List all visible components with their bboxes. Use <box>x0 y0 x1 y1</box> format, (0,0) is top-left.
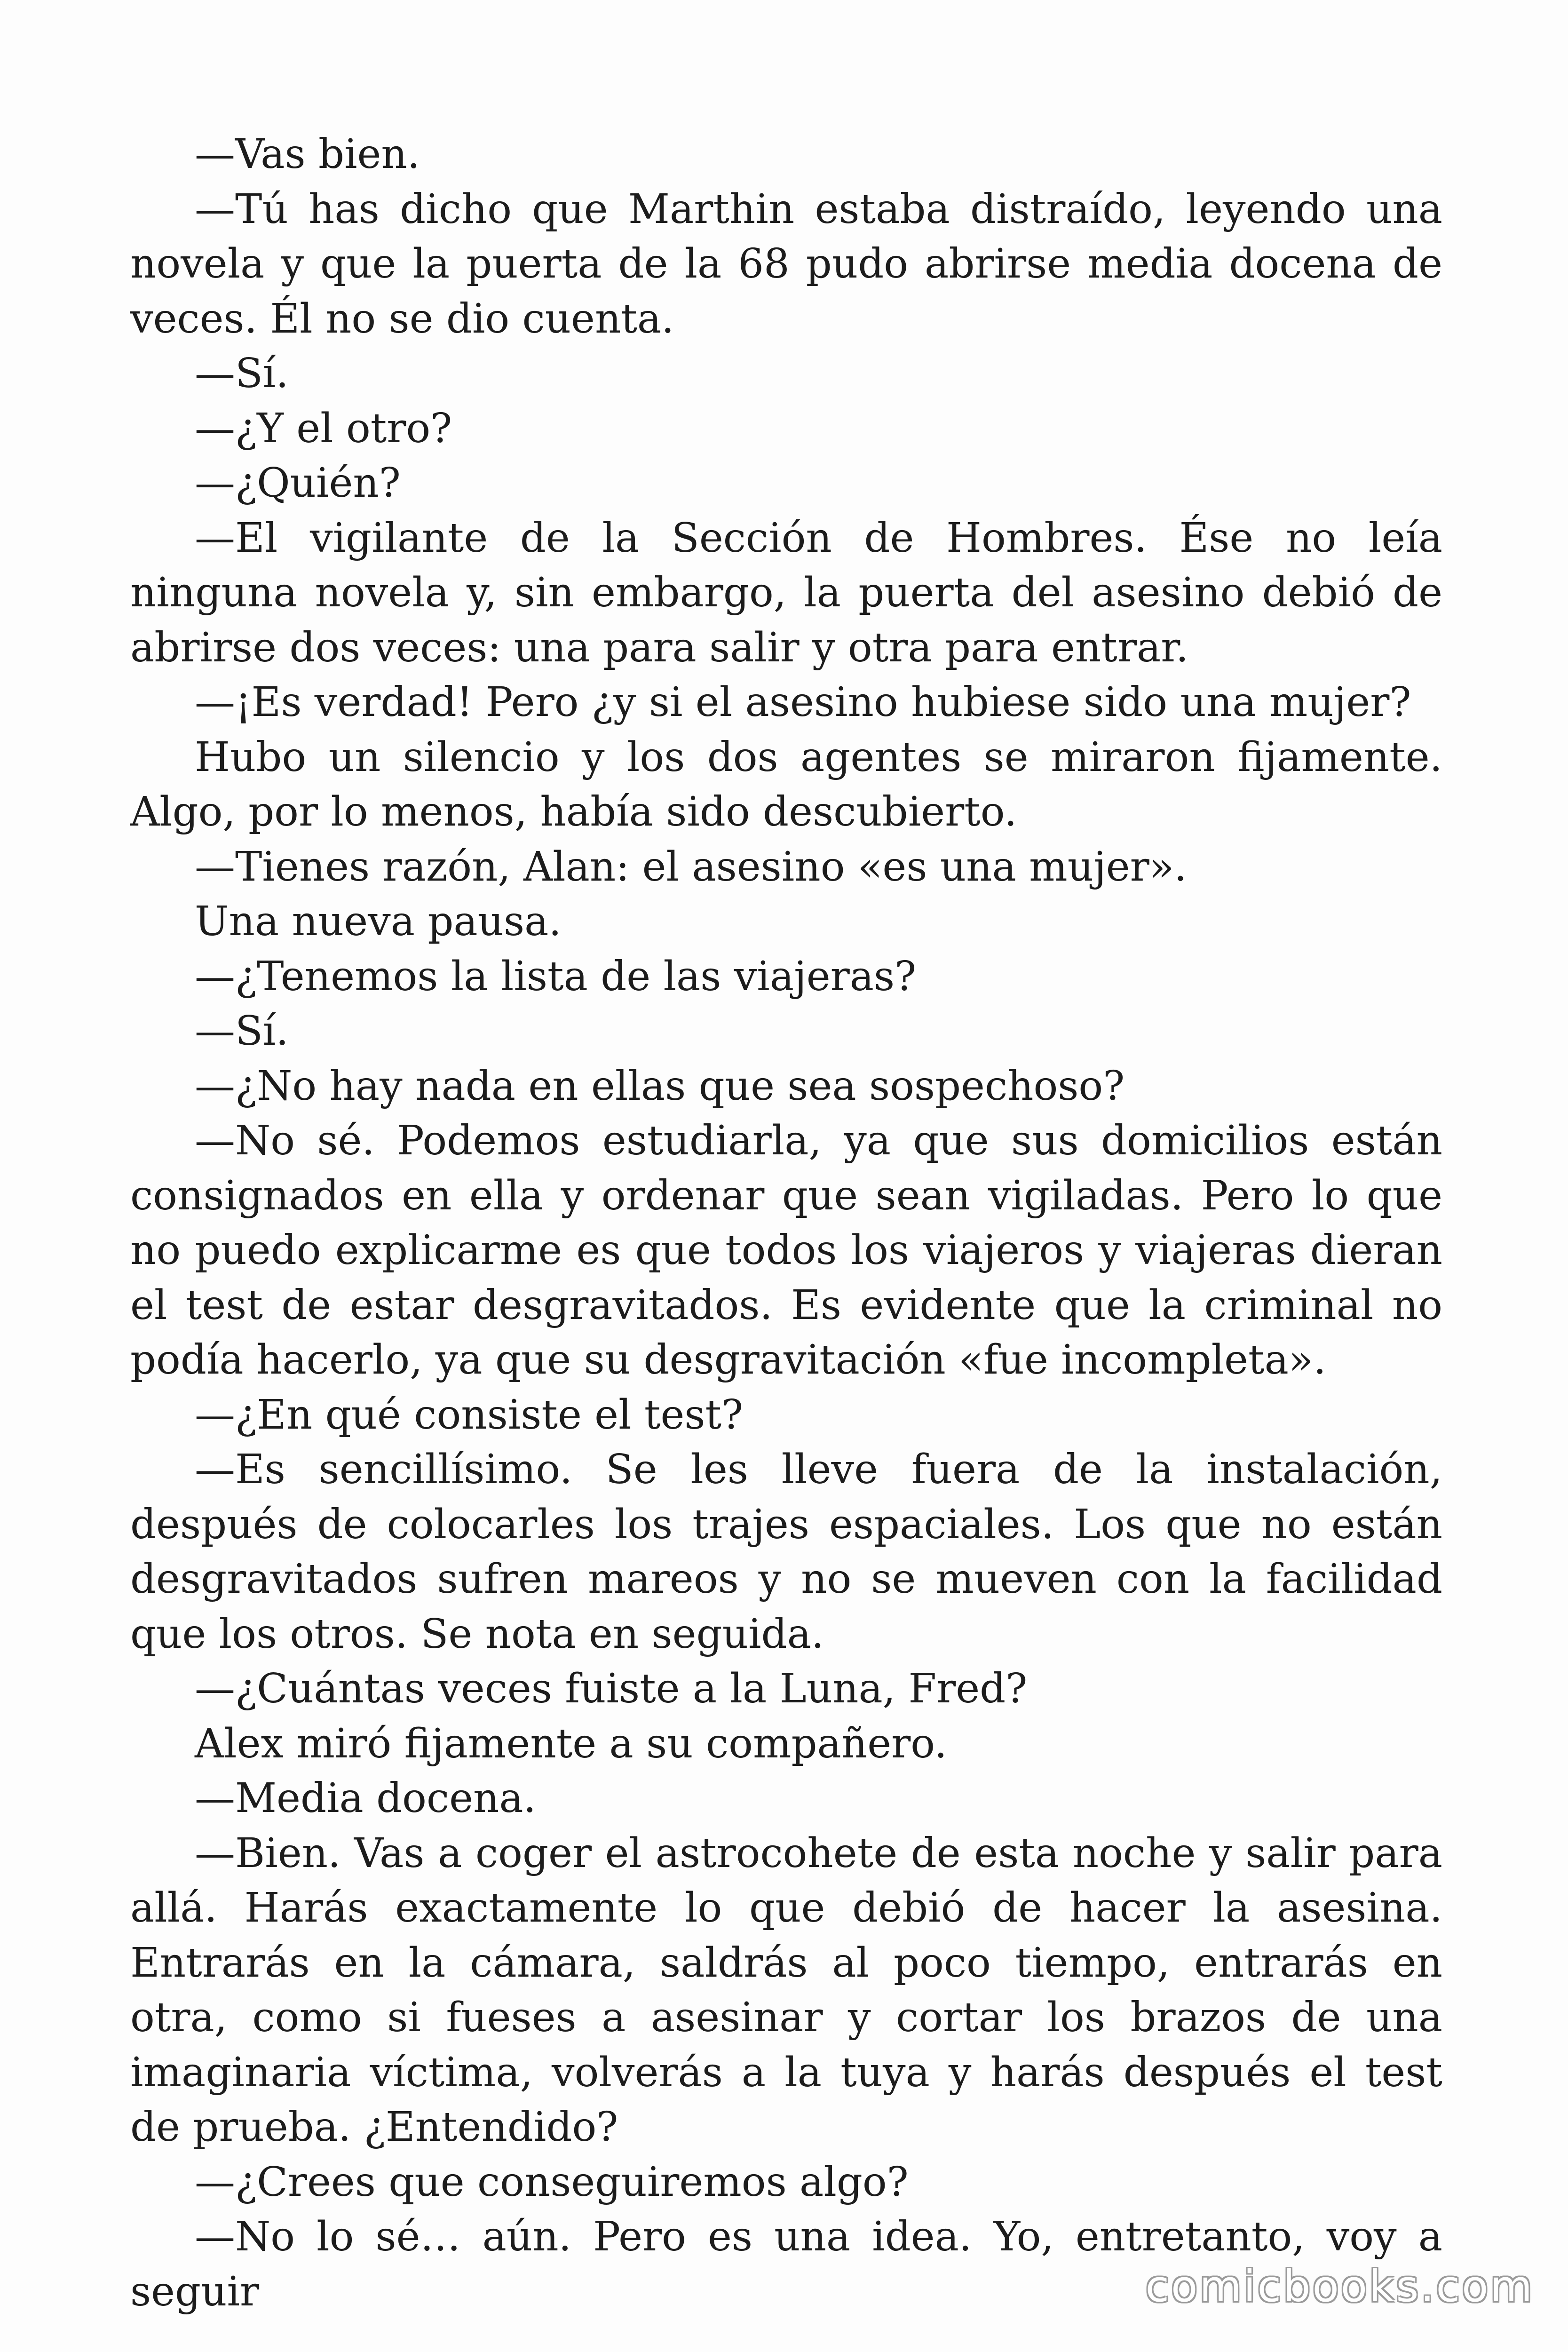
paragraph: —Sí. <box>195 1008 289 1055</box>
paragraph: —¿No hay nada en ellas que sea sospechoso? <box>195 1062 1125 1110</box>
paragraph: —¿Quién? <box>195 460 401 507</box>
paragraph: —Media docena. <box>195 1775 537 1822</box>
paragraph: —Tú has dicho que Marthin estaba distraído, leyendo una novela y que la puerta de la 68 pudo abrirse media docena de veces. Él no se dio cuenta. <box>130 185 1442 342</box>
paragraph: —Tienes razón, Alan: el asesino «es una mujer». <box>195 843 1187 890</box>
paragraph: —Bien. Vas a coger el astrocohete de esta noche y salir para allá. Harás exactamente lo que debió de hacer la asesina. Entrarás en la cámara, saldrás al poco tiempo, entrarás en otra, como si fueses a asesinar y cortar los brazos de una imaginaria víctima, volverás a la tuya y harás después el test de prueba. ¿Entendido? <box>130 1829 1442 2151</box>
paragraph: —¿Cuántas veces fuiste a la Luna, Fred? <box>195 1665 1028 1712</box>
paragraph: —No lo sé… aún. Pero es una idea. Yo, entretanto, voy a seguir <box>130 2213 1442 2315</box>
paragraph: Hubo un silencio y los dos agentes se miraron fijamente. Algo, por lo menos, había sido descubierto. <box>130 733 1442 835</box>
paragraph: —Vas bien. <box>195 131 420 178</box>
paragraph: —¿Tenemos la lista de las viajeras? <box>195 953 917 1000</box>
paragraph: —¿En qué consiste el test? <box>195 1391 744 1438</box>
paragraph: —Sí. <box>195 350 289 397</box>
paragraph: —Es sencillísimo. Se les lleve fuera de la instalación, después de colocarles los trajes espaciales. Los que no están desgravitados sufren mareos y no se mueven con la facilidad que los otros. Se nota en seguida. <box>130 1446 1442 1658</box>
paragraph: —¿Y el otro? <box>195 405 452 452</box>
paragraph: —No sé. Podemos estudiarla, ya que sus domicilios están consignados en ella y ordenar que sean vigiladas. Pero lo que no puedo explicarme es que todos los viajeros y viajeras dieran el test de estar desgravitados. Es evidente que la criminal no podía hacerlo, ya que su desgravitación «fue incompleta». <box>130 1117 1442 1383</box>
paragraph: —El vigilante de la Sección de Hombres. Ése no leía ninguna novela y, sin embargo, la puerta del asesino debió de abrirse dos veces: una para salir y otra para entrar. <box>130 514 1442 671</box>
paragraph: —¡Es verdad! Pero ¿y si el asesino hubiese sido una mujer? <box>195 679 1411 726</box>
watermark-logo: comicbooks.com <box>1145 2261 1534 2312</box>
book-page-body <box>130 127 1442 2319</box>
paragraph: Una nueva pausa. <box>195 898 562 945</box>
paragraph: Alex miró fijamente a su compañero. <box>195 1720 947 1767</box>
paragraph: —¿Crees que conseguiremos algo? <box>195 2158 909 2206</box>
